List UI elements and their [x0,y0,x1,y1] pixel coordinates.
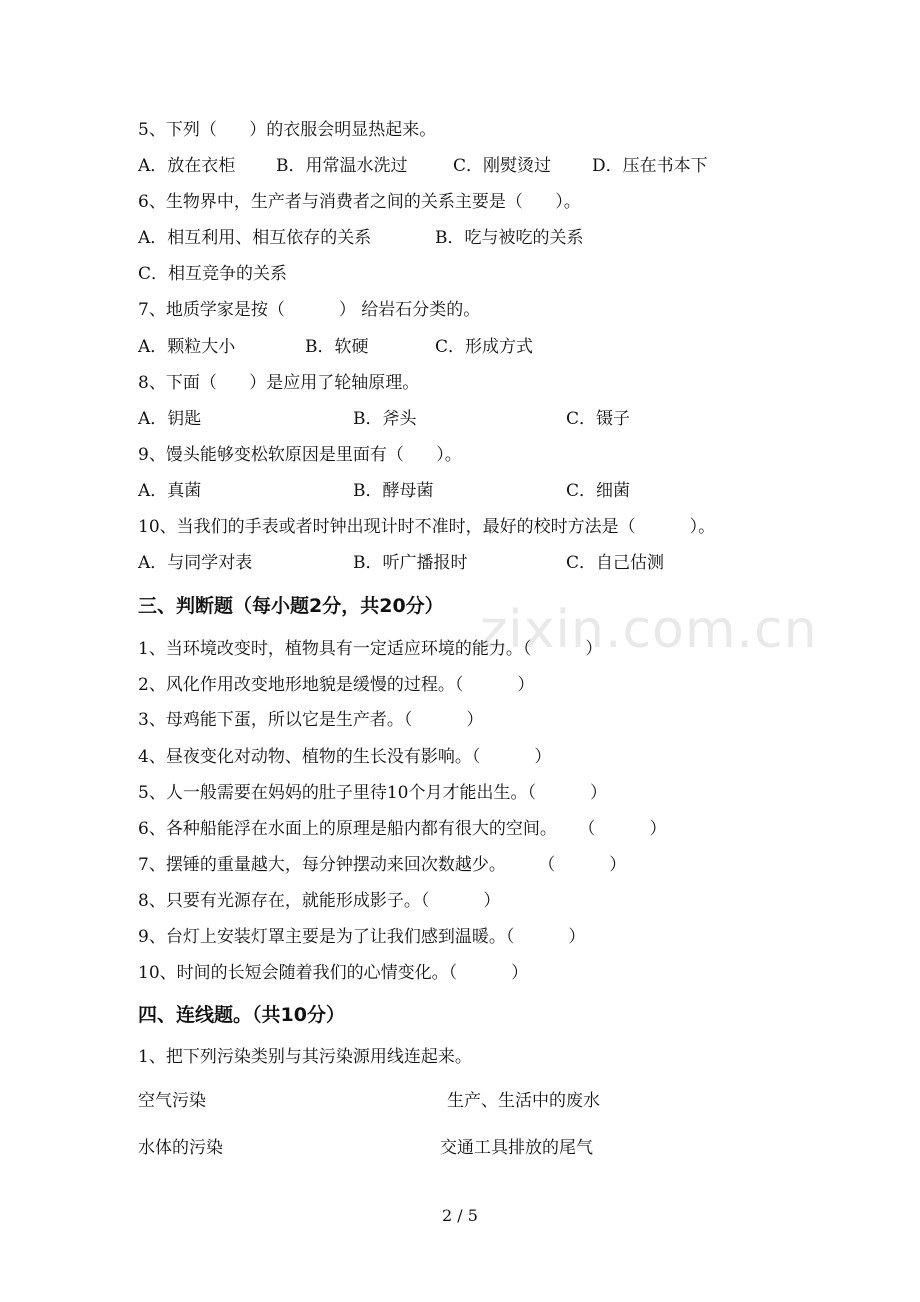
question-6-stem: 6、生物界中，生产者与消费者之间的关系主要是（ ）。 [138,192,581,212]
q8-option-c: C．镊子 [566,409,631,429]
q10-option-c: C．自己估测 [566,553,665,573]
page-number: 2 / 5 [442,1206,478,1225]
judgement-item-10: 10、时间的长短会随着我们的心情变化。（ ） [138,963,529,983]
question-8-stem: 8、下面（ ）是应用了轮轴原理。 [138,373,420,393]
q6-option-a: A．相互利用、相互依存的关系 [138,228,372,248]
judgement-item-9: 9、台灯上安装灯罩主要是为了让我们感到温暖。（ ） [138,927,586,947]
q7-option-b: B．软硬 [305,337,369,357]
judgement-item-6: 6、各种船能浮在水面上的原理是船内都有很大的空间。 （ ） [138,819,667,839]
matching-left-item-2: 水体的污染 [138,1138,223,1158]
judgement-item-5: 5、人一般需要在妈妈的肚子里待10个月才能出生。（ ） [138,783,607,803]
q9-option-c: C．细菌 [566,481,631,501]
matching-right-item-2: 交通工具排放的尾气 [440,1138,593,1158]
q8-option-b: B．斧头 [353,409,417,429]
q9-option-a: A．真菌 [138,481,202,501]
q10-option-a: A．与同学对表 [138,553,253,573]
watermark: zixin.com.cn [480,600,818,660]
q5-option-d: D．压在书本下 [592,156,708,176]
question-7-stem: 7、地质学家是按（ ） 给岩石分类的。 [138,300,481,320]
q7-option-a: A．颗粒大小 [138,337,236,357]
q9-option-b: B．酵母菌 [353,481,434,501]
judgement-item-3: 3、母鸡能下蛋，所以它是生产者。（ ） [138,710,484,730]
judgement-item-7: 7、摆锤的重量越大，每分钟摆动来回次数越少。 （ ） [138,855,627,875]
q5-option-c: C．刚熨烫过 [453,156,552,176]
section-4-title: 四、连线题。（共10分） [138,1004,345,1026]
judgement-item-8: 8、只要有光源存在，就能形成影子。（ ） [138,891,501,911]
q8-option-a: A．钥匙 [138,409,202,429]
q7-option-c: C．形成方式 [435,337,534,357]
judgement-item-1: 1、当环境改变时，植物具有一定适应环境的能力。（ ） [138,639,603,659]
q5-option-a: A．放在衣柜 [138,156,236,176]
q6-option-c: C．相互竞争的关系 [138,264,288,284]
judgement-item-2: 2、风化作用改变地形地貌是缓慢的过程。（ ） [138,675,535,695]
matching-question-1: 1、把下列污染类别与其污染源用线连起来。 [138,1047,472,1067]
question-9-stem: 9、馒头能够变松软原因是里面有（ ）。 [138,445,462,465]
judgement-item-4: 4、昼夜变化对动物、植物的生长没有影响。（ ） [138,747,552,767]
q5-option-b: B．用常温水洗过 [276,156,408,176]
question-10-stem: 10、当我们的手表或者时钟出现计时不准时，最好的校时方法是（ ）。 [138,517,716,537]
q10-option-b: B．听广播报时 [353,553,468,573]
section-3-title: 三、判断题（每小题2分，共20分） [138,595,444,617]
question-5-stem: 5、下列（ ）的衣服会明显热起来。 [138,120,437,140]
q6-option-b: B．吃与被吃的关系 [435,228,584,248]
matching-right-item-1: 生产、生活中的废水 [447,1091,600,1111]
matching-left-item-1: 空气污染 [138,1091,206,1111]
